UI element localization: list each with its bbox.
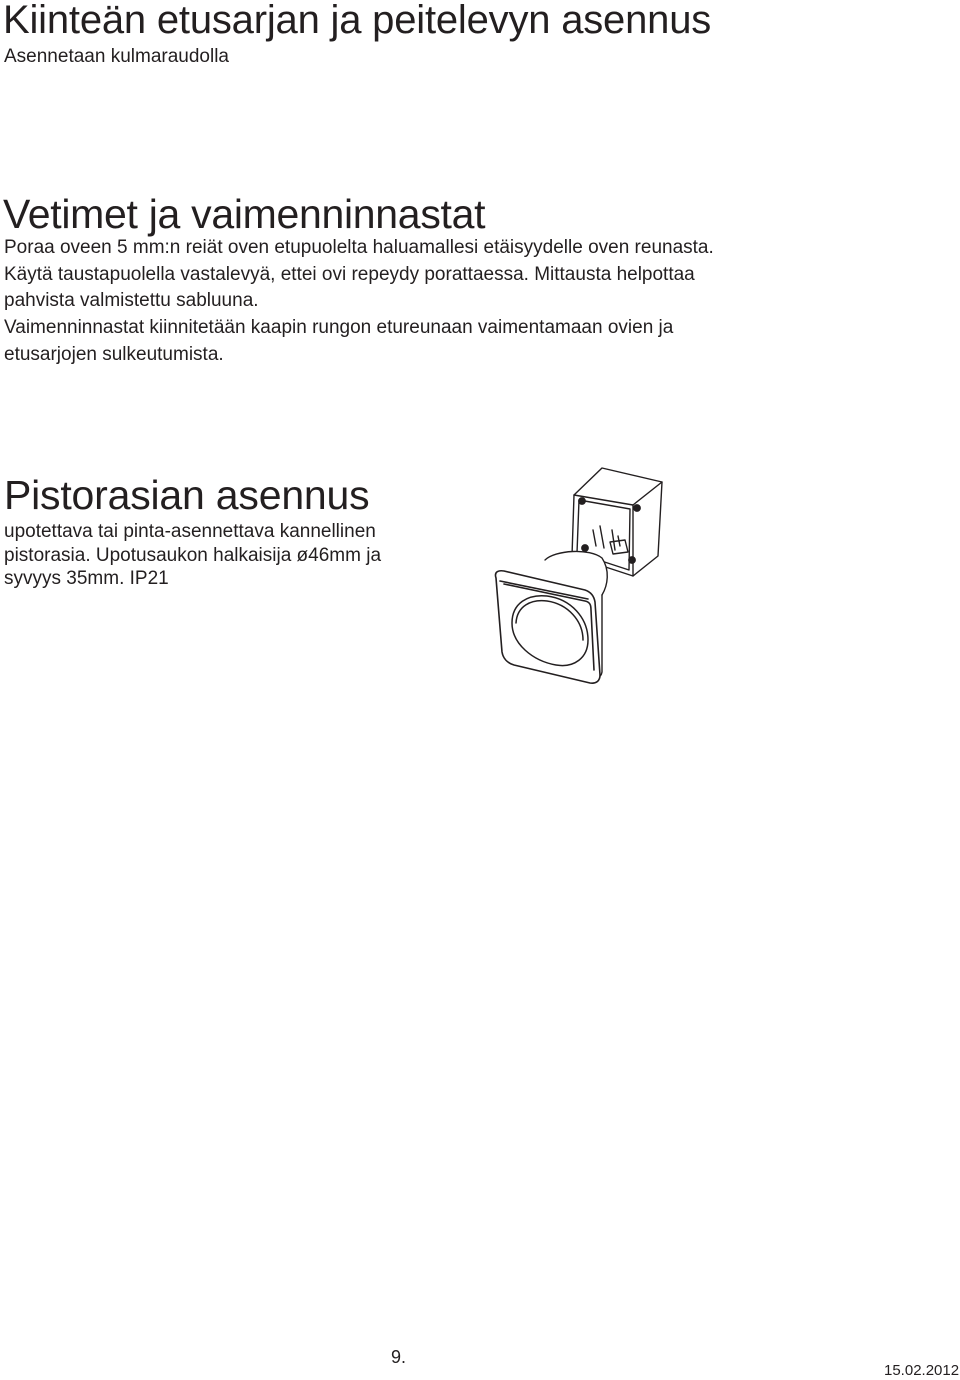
handles-paragraph [4, 235, 854, 369]
page-number: 9. [391, 1347, 407, 1367]
section-title-socket: Pistorasian asennus [4, 472, 370, 518]
handles-line: pahvista valmistettu sabluuna. [4, 290, 259, 312]
socket-paragraph [4, 520, 464, 591]
socket-illustration [490, 460, 680, 690]
section-subtitle-mounting: Asennetaan kulmaraudolla [4, 46, 229, 67]
handles-line: etusarjojen sulkeutumista. [4, 343, 224, 365]
handles-line: Vaimenninnastat kiinnitetään kaapin rungon etureunaan vaimentamaan ovien ja [4, 317, 674, 339]
socket-line: upotettava tai pinta-asennettava kannellinen [4, 521, 376, 542]
socket-line: pistorasia. Upotusaukon halkaisija ø46mm ja [4, 544, 382, 566]
section-title-handles: Vetimet ja vaimenninnastat [3, 191, 486, 237]
socket-line: syvyys 35mm. IP21 [4, 568, 169, 589]
section-title-mounting: Kiinteän etusarjan ja peitelevyn asennus [3, 0, 712, 42]
handles-line: Käytä taustapuolella vastalevyä, ettei ovi repeydy porattaessa. Mittausta helpottaa [4, 263, 695, 285]
handles-line: Poraa oveen 5 mm:n reiät oven etupuolelta haluamallesi etäisyydelle oven reunasta. [4, 237, 714, 258]
footer-date: 15.02.2012 [884, 1362, 960, 1379]
